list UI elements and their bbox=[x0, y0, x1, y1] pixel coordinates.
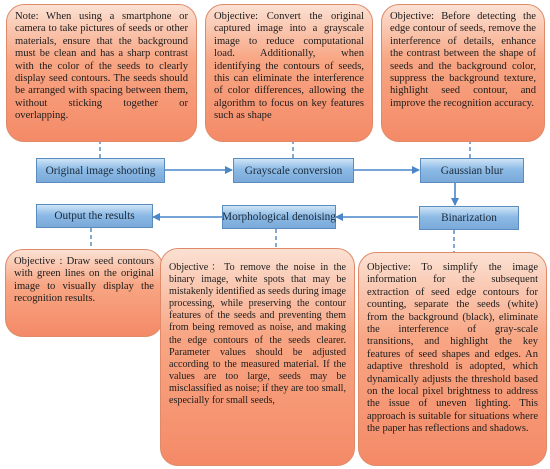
note-binarization bbox=[358, 252, 547, 466]
step-binarization bbox=[419, 206, 519, 230]
step-grayscale-label: Grayscale conversion bbox=[244, 164, 343, 177]
note-binarization-text: Objective: To simplify the image information for the subsequent extraction of seed edge contours for counting, separate the seeds (white) from the background (black), eliminate the interference of gray-scale transitions, and highlight the key features of seed shapes and edges. An adaptive threshold is adopted, which dynamically adjusts the threshold based on the local pixel brightness to address the issue of uneven lighting. This approach is suitable for situations where the paper has reflections and shadows. bbox=[367, 262, 538, 435]
note-output bbox=[5, 249, 163, 337]
step-original-image-shooting bbox=[36, 158, 165, 183]
note-denoising bbox=[160, 248, 355, 466]
note-grayscale bbox=[205, 4, 373, 142]
note-denoising-text: Objective：To remove the noise in the binary image, white spots that may be mistakenly identified as seeds during image processing, while preserving the contour features of the seeds and preventing them from being removed as noise, and making the edge contours of the seeds clearer. Parameter values should be adjusted according to the measured material. If the values are too large, seeds may be misclassified as noise; if they are too small, especially for small seeds, bbox=[169, 262, 346, 407]
step-morphological-denoising bbox=[222, 205, 336, 229]
note-output-text: Objective : Draw seed contours with green lines on the original image to visually display the recognition results. bbox=[14, 256, 154, 305]
step-grayscale-conversion bbox=[233, 158, 354, 183]
note-grayscale-text: Objective: Convert the original captured image into a grayscale image to reduce computational load. Additionally, when identifying the contours of seeds, this can eliminate the interference of color differences, allowing the algorithm to focus on key features such as shape bbox=[214, 11, 364, 122]
note-gaussian-text: Objective: Before detecting the edge contour of seeds, remove the interference of details, enhance the contrast between the shape of seeds and the background color, suppress the background texture, highlight seed contour, and improve the recognition accuracy. bbox=[390, 11, 536, 109]
step-gaussian-label: Gaussian blur bbox=[440, 164, 504, 177]
note-gaussian bbox=[381, 4, 545, 142]
step-binarization-label: Binarization bbox=[441, 212, 497, 224]
step-output-label: Output the results bbox=[54, 210, 135, 222]
step-shooting-label: Original image shooting bbox=[45, 164, 156, 177]
step-output-results bbox=[36, 204, 153, 228]
note-shooting bbox=[6, 4, 197, 142]
note-shooting-text: Note: When using a smartphone or camera to take pictures of seeds or other materials, ensure that the background must be clean and has a sharp contrast with the color of the seeds to clearly display seed contours. The seeds should be arranged with spacing between them, without sticking together or overlapping. bbox=[15, 11, 188, 122]
step-denoising-label: Morphological denoising bbox=[222, 211, 336, 223]
step-gaussian-blur bbox=[420, 158, 524, 183]
